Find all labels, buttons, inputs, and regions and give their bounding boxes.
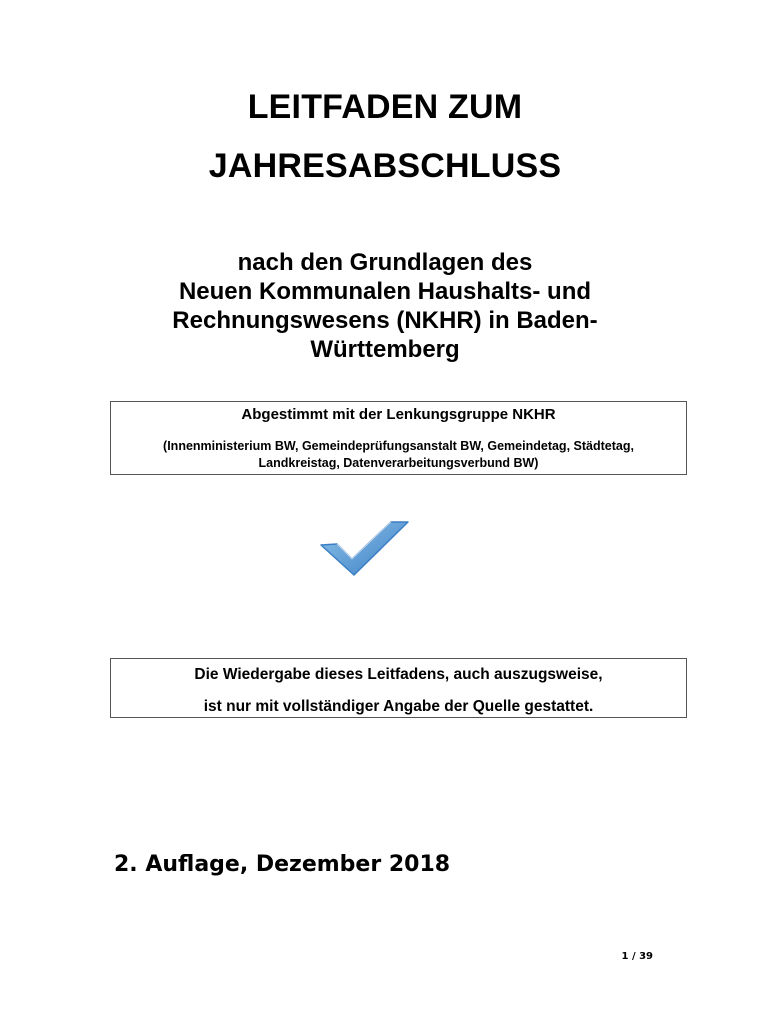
approval-box: [110, 401, 687, 475]
document-title-line-2: JAHRESABSCHLUSS: [208, 147, 562, 185]
document-subtitle: [0, 248, 770, 364]
approval-members-line-1: (Innenministerium BW, Gemeindeprüfungsanstalt BW, Gemeindetag, Städtetag,: [163, 439, 634, 453]
subtitle-line: nach den Grundlagen des: [237, 249, 533, 276]
subtitle-line: Neuen Kommunalen Haushalts- und: [178, 278, 592, 305]
approval-members: [111, 438, 686, 472]
page-number: 1 / 39: [621, 951, 653, 962]
copyright-notice-line-1: Die Wiedergabe dieses Leitfadens, auch auszugsweise,: [194, 666, 603, 683]
document-title-line-1: LEITFADEN ZUM: [247, 88, 523, 126]
subtitle-line: Württemberg: [310, 336, 460, 363]
edition-label: 2. Auflage, Dezember 2018: [114, 852, 451, 877]
copyright-notice-box: [110, 658, 687, 718]
checkmark-icon: [320, 519, 410, 579]
approval-members-line-2: Landkreistag, Datenverarbeitungsverbund BW): [258, 456, 539, 470]
copyright-notice-line-2: ist nur mit vollständiger Angabe der Quelle gestattet.: [203, 698, 594, 715]
subtitle-line: Rechnungswesens (NKHR) in Baden-: [172, 307, 598, 334]
approval-heading: Abgestimmt mit der Lenkungsgruppe NKHR: [241, 406, 556, 423]
